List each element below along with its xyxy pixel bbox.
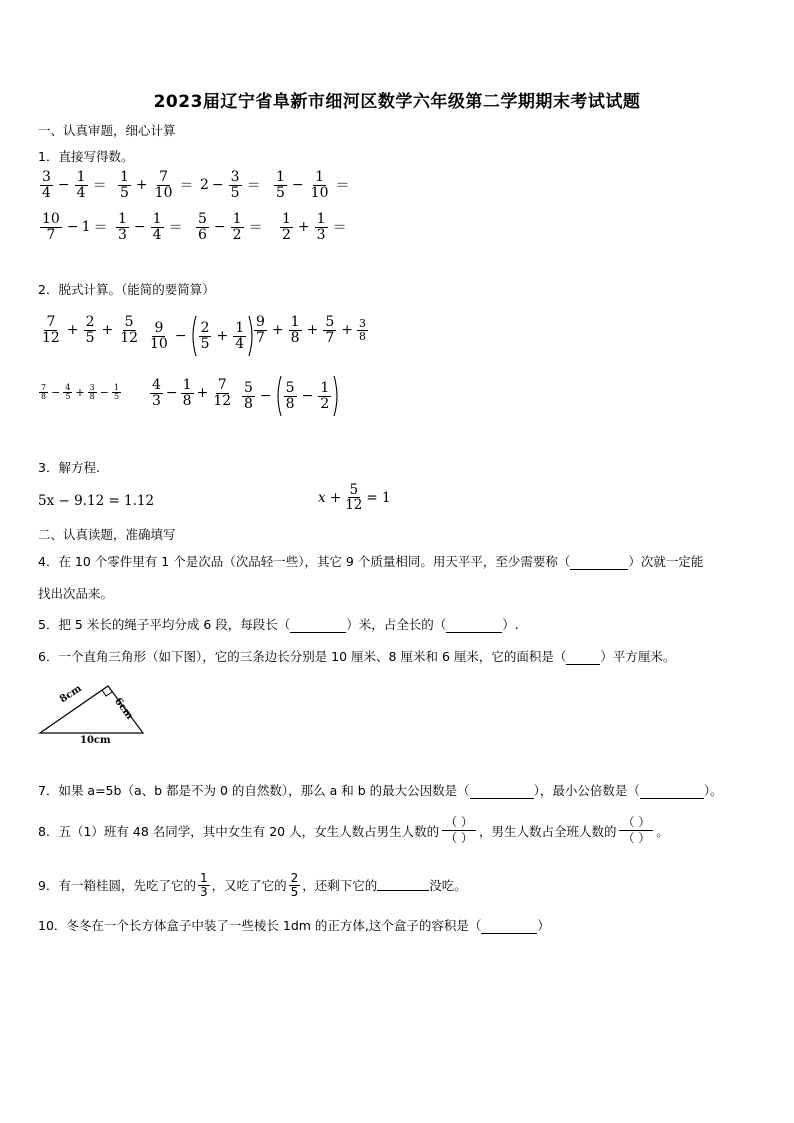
fraction: $\frac{4}{3}$ bbox=[152, 377, 161, 409]
question-9: 9．有一箱桂圆，先吃了它的 $\frac{1}{3}$ ，又吃了它的 $\frac{2}{5}$ ，还剩下它的 没吃。 bbox=[38, 871, 467, 899]
q1-expr-4: $\frac{1}{5}$ − $\frac{1}{10}$ ＝ bbox=[276, 169, 350, 201]
right-angle-marker bbox=[102, 690, 112, 696]
fraction: $\frac{5}{8}$ bbox=[244, 379, 253, 412]
fraction: $\frac{3}{5}$ bbox=[230, 169, 240, 201]
fraction: $\frac{1}{2}$ bbox=[320, 379, 330, 412]
q2-expr-e: $\frac{4}{3}$ − $\frac{1}{8}$ + $\frac{7}{12}$ bbox=[152, 377, 232, 409]
fraction: $\frac{3}{8}$ bbox=[358, 317, 366, 343]
equation-2: x + $\frac{5}{12}$ = 1 bbox=[318, 482, 391, 514]
fraction: $\frac{1}{4}$ bbox=[235, 319, 245, 352]
answer-blank[interactable] bbox=[377, 880, 429, 891]
q1-expr-1: $\frac{3}{4}$ − $\frac{1}{4}$ ＝ bbox=[42, 169, 107, 201]
answer-blank[interactable] bbox=[290, 622, 346, 633]
fraction: $\frac{1}{2}$ bbox=[282, 211, 291, 243]
left-paren bbox=[275, 375, 282, 417]
q1-expr-6: $\frac{1}{3}$ − $\frac{1}{4}$ ＝ bbox=[118, 211, 183, 243]
q2-expr-a: $\frac{7}{12}$ + $\frac{2}{5}$ + $\frac{5}{12}$ bbox=[42, 314, 139, 346]
question-3-label: 3．解方程. bbox=[38, 460, 100, 475]
answer-blank[interactable] bbox=[481, 923, 537, 934]
fraction: $\frac{5}{12}$ bbox=[120, 314, 139, 346]
right-paren bbox=[333, 375, 340, 417]
answer-blank[interactable] bbox=[640, 788, 704, 799]
section-heading-2: 二、认真读题，准确填写 bbox=[38, 527, 176, 542]
question-8: 8．五（1）班有 48 名同学，其中女生有 20 人，女生人数占男生人数的 $\frac{( )}{( )}$ ，男生人数占全班人数的 $\frac{( )}{( )}$ 。 bbox=[38, 815, 669, 845]
fraction: $\frac{5}{12}$ bbox=[345, 482, 363, 514]
fraction: $\frac{4}{5}$ bbox=[65, 383, 71, 402]
question-6: 6．一个直角三角形（如下图），它的三条边长分别是 10 厘米、8 厘米和 6 厘米，它的面积是（ ）平方厘米。 bbox=[38, 649, 676, 664]
q2-expr-b: $\frac{9}{10}$ − $\frac{2}{5}$ + $\frac{1}{4}$ bbox=[146, 315, 255, 357]
q1-expr-5: $\frac{10}{7}$ − 1 ＝ bbox=[42, 211, 108, 243]
q2-expr-c: $\frac{9}{7}$ + $\frac{1}{8}$ + $\frac{5}{7}$ + $\frac{3}{8}$ bbox=[256, 314, 366, 346]
answer-blank[interactable] bbox=[566, 654, 600, 665]
fraction: $\frac{1}{2}$ bbox=[232, 211, 242, 243]
q2-expr-f: $\frac{5}{8}$ − $\frac{5}{8}$ − $\frac{1}{2}$ bbox=[240, 375, 340, 417]
answer-fraction[interactable]: $\frac{( )}{( )}$ bbox=[442, 815, 476, 846]
fraction: $\frac{1}{5}$ bbox=[113, 383, 120, 402]
fraction: $\frac{1}{5}$ bbox=[120, 169, 129, 201]
fraction: $\frac{9}{7}$ bbox=[256, 314, 265, 346]
fraction: $\frac{7}{10}$ bbox=[154, 169, 173, 201]
question-1-label: 1．直接写得数。 bbox=[38, 149, 134, 164]
question-2-label: 2．脱式计算。（能简的要简算） bbox=[38, 282, 215, 297]
question-7: 7．如果 a=5b（a、b 都是不为 0 的自然数），那么 a 和 b 的最大公因数是（ ），最小公倍数是（ ）。 bbox=[38, 783, 723, 798]
fraction: $\frac{7}{12}$ bbox=[213, 377, 232, 409]
answer-blank[interactable] bbox=[446, 622, 502, 633]
section-heading-1: 一、认真审题，细心计算 bbox=[38, 123, 176, 138]
fraction: $\frac{2}{5}$ bbox=[85, 314, 95, 346]
fraction: $\frac{1}{8}$ bbox=[290, 314, 300, 346]
fraction: $\frac{9}{10}$ bbox=[150, 319, 168, 352]
question-5: 5．把 5 米长的绳子平均分成 6 段，每段长（ ）米，占全长的（ ）. bbox=[38, 617, 519, 632]
equation-1: 5x − 9.12 = 1.12 bbox=[38, 493, 155, 509]
page-title: 2023届辽宁省阜新市细河区数学六年级第二学期期末考试试题 bbox=[153, 92, 641, 112]
side-label-6cm: 6cm bbox=[112, 696, 135, 722]
answer-blank[interactable] bbox=[470, 788, 534, 799]
fraction: $\frac{5}{6}$ bbox=[198, 211, 207, 243]
fraction: $\frac{2}{5}$ bbox=[290, 871, 299, 899]
side-label-8cm: 8cm bbox=[58, 683, 84, 706]
fraction: $\frac{3}{8}$ bbox=[89, 383, 95, 402]
q1-expr-8: $\frac{1}{2}$ + $\frac{1}{3}$ ＝ bbox=[282, 211, 347, 243]
question-10: 10．冬冬在一个长方体盒子中装了一些棱长 1dm 的正方体,这个盒子的容积是（ ） bbox=[38, 918, 550, 933]
q1-expr-3: 2 − $\frac{3}{5}$ ＝ bbox=[200, 169, 261, 201]
fraction: $\frac{1}{3}$ bbox=[316, 211, 326, 243]
answer-fraction[interactable]: $\frac{( )}{( )}$ bbox=[619, 815, 653, 846]
fraction: $\frac{7}{12}$ bbox=[42, 314, 60, 346]
fraction: $\frac{1}{3}$ bbox=[118, 211, 127, 243]
answer-blank[interactable] bbox=[570, 559, 628, 570]
fraction: $\frac{1}{8}$ bbox=[182, 377, 192, 409]
fraction: $\frac{1}{4}$ bbox=[152, 211, 162, 243]
fraction: $\frac{1}{3}$ bbox=[199, 871, 208, 899]
fraction: $\frac{1}{5}$ bbox=[276, 169, 285, 201]
question-4: 4．在 10 个零件里有 1 个是次品（次品轻一些），其它 9 个质量相同。用天平平，至少需要称（ ）次就一定能 bbox=[38, 554, 704, 569]
left-paren bbox=[190, 315, 197, 357]
fraction: $\frac{5}{7}$ bbox=[325, 314, 335, 346]
q1-expr-2: $\frac{1}{5}$ + $\frac{7}{10}$ ＝ bbox=[120, 169, 194, 201]
fraction: $\frac{3}{4}$ bbox=[42, 169, 51, 201]
q1-expr-7: $\frac{5}{6}$ − $\frac{1}{2}$ ＝ bbox=[198, 211, 263, 243]
q2-expr-d: $\frac{7}{8}$ − $\frac{4}{5}$ + $\frac{3}{8}$ − $\frac{1}{5}$ bbox=[41, 383, 120, 402]
fraction: $\frac{1}{4}$ bbox=[76, 169, 86, 201]
fraction: $\frac{10}{7}$ bbox=[42, 211, 60, 243]
side-label-10cm: 10cm bbox=[80, 735, 111, 746]
fraction: $\frac{1}{10}$ bbox=[310, 169, 329, 201]
question-4-cont: 找出次品来。 bbox=[38, 586, 114, 601]
fraction: $\frac{5}{8}$ bbox=[285, 379, 295, 412]
fraction: $\frac{7}{8}$ bbox=[41, 383, 47, 402]
fraction: $\frac{2}{5}$ bbox=[200, 319, 210, 352]
